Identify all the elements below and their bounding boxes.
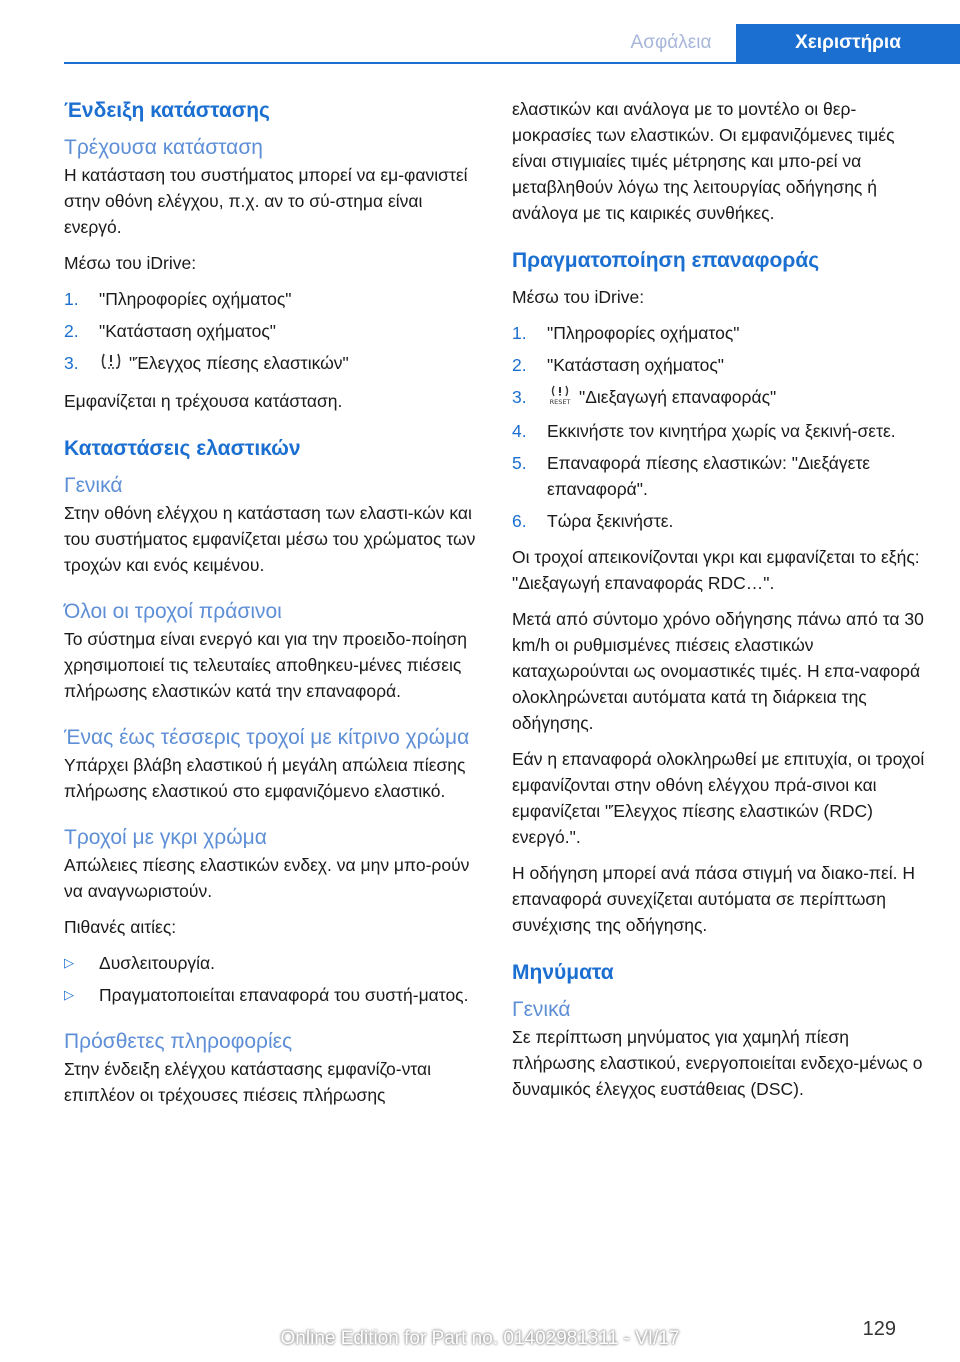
heading-gray-wheels: Τροχοί με γκρι χρώμα — [64, 825, 267, 849]
heading-additional-info: Πρόσθετες πληροφορίες — [64, 1029, 293, 1053]
paragraph-current-shown: Εμφανίζεται η τρέχουσα κατάσταση. — [64, 390, 343, 411]
list-item: 1. "Πληροφορίες οχήματος" — [64, 289, 292, 309]
list-item: 3. "Έλεγχος πίεσης ελαστικών" — [64, 350, 480, 378]
list-item: 5. Επαναφορά πίεσης ελαστικών: "Διεξάγετε επαναφορά". — [512, 452, 871, 499]
list-item: 2. "Κατάσταση οχήματος" — [512, 355, 724, 375]
list-item: 4. Εκκινήστε τον κινητήρα χωρίς να ξεκινή-σετε. — [512, 420, 896, 441]
section-tab-safety[interactable]: Ασφάλεια — [630, 32, 712, 53]
paragraph-messages: Σε περίπτωση μηνύματος για χαμηλή πίεση πλήρωσης ελαστικού, ενεργοποιείται ενδεχο-μένως ο δυναμικός έλεγχος ευστάθειας (DSC). — [512, 1026, 923, 1099]
causes-list — [64, 950, 480, 1008]
reset-icon-label: RESET — [549, 397, 571, 405]
paragraph-gray-wheels: Οι τροχοί απεικονίζονται γκρι και εμφανίζεται το εξής: "Διεξαγωγή επαναφοράς RDC…". — [512, 546, 920, 593]
triangle-bullet-icon: ▷ — [64, 954, 74, 970]
paragraph-interrupt: Η οδήγηση μπορεί ανά πάσα στιγμή να διακο-πεί. Η επαναφορά συνεχίζεται αυτόματα σε περίπτωση συνέχισης της οδήγησης. — [512, 862, 916, 935]
paragraph-all-green: Το σύστημα είναι ενεργό και για την προειδο-ποίηση χρησιμοποιεί τις τελευταίες αποθηκευ-μένες πιέσεις πλήρωσης ελαστικών κατά την επαναφορά. — [64, 628, 467, 701]
edition-watermark: Online Edition for Part no. 01402981311 - VI/17 — [280, 1328, 680, 1349]
right-column — [512, 96, 928, 1112]
list-item: ▷ Πραγματοποιείται επαναφορά του συστή-ματος. — [64, 982, 480, 1008]
heading-current-status: Τρέχουσα κατάσταση — [64, 136, 263, 159]
heading-perform-reset: Πραγματοποίηση επαναφοράς — [512, 249, 820, 272]
heading-general: Γενικά — [512, 997, 571, 1021]
tire-pressure-icon — [99, 351, 123, 378]
heading-yellow-wheels: Ένας έως τέσσερις τροχοί με κίτρινο χρώμα — [64, 725, 470, 749]
section-tab-controls[interactable]: Χειριστήρια — [736, 24, 960, 62]
list-item: 3. RESET "Διεξαγωγή επαναφοράς" — [512, 384, 928, 412]
list-item: 2. "Κατάσταση οχήματος" — [64, 321, 276, 341]
paragraph-possible-causes: Πιθανές αιτίες: — [64, 916, 177, 937]
reset-steps-list — [512, 320, 928, 534]
paragraph-continued: ελαστικών και ανάλογα με το μοντέλο οι θερ-μοκρασίες των ελαστικών. Οι εμφανιζόμενες τιμές είναι στιγμιαίες τιμές μέτρησης και μπο-ρεί να μεταβληθούν λόγω της λειτουργίας οδήγησης ή ανάλογα με τις καιρικές συνθήκες. — [512, 99, 895, 223]
heading-status-display: Ένδειξη κατάστασης — [64, 99, 270, 122]
paragraph-current-status: Η κατάσταση του συστήματος μπορεί να εμ-φανιστεί στην οθόνη ελέγχου, π.χ. αν το σύ-στημα είναι ενεργό. — [64, 165, 468, 237]
triangle-bullet-icon: ▷ — [64, 986, 74, 1002]
paragraph-via-idrive: Μέσω του iDrive: — [512, 287, 645, 307]
paragraph-reset-success: Εάν η επαναφορά ολοκληρωθεί με επιτυχία, οι τροχοί εμφανίζονται στην οθόνη ελέγχου πρά-σινοι και εμφανίζεται "Έλεγχος πίεσης ελαστικών (RDC) ενεργό.". — [512, 748, 925, 847]
tire-reset-icon — [547, 385, 573, 412]
paragraph-general: Στην οθόνη ελέγχου η κατάσταση των ελαστι-κών και του συστήματος εμφανίζεται μέσω του χρώματος των τροχών και ενός κειμένου. — [64, 502, 476, 575]
steps-list — [64, 286, 480, 378]
heading-messages: Μηνύματα — [512, 960, 614, 984]
heading-tire-states: Καταστάσεις ελαστικών — [64, 436, 301, 460]
paragraph-additional-info: Στην ένδειξη ελέγχου κατάστασης εμφανίζο-νται επιπλέον οι τρέχουσες πιέσεις πλήρωσης — [64, 1058, 431, 1105]
paragraph-yellow-wheels: Υπάρχει βλάβη ελαστικού ή μεγάλη απώλεια πίεσης πλήρωσης ελαστικού στο εμφανιζόμενο ελαστικό. — [64, 754, 466, 801]
list-item: 1. "Πληροφορίες οχήματος" — [512, 323, 740, 343]
page-header — [0, 24, 960, 62]
paragraph-via-idrive: Μέσω του iDrive: — [64, 253, 197, 273]
paragraph-after-driving: Μετά από σύντομο χρόνο οδήγησης πάνω από τα 30 km/h οι ρυθμισμένες πιέσεις ελαστικών καταχωρούνται ως ονομαστικές τιμές. Η επα-ναφορά ολοκληρώνεται αυτόματα κατά τη διάρκεια της οδήγησης. — [512, 608, 924, 733]
paragraph-gray-wheels: Απώλειες πίεσης ελαστικών ενδεχ. να μην μπο-ρούν να αναγνωριστούν. — [64, 854, 470, 901]
list-item: ▷ Δυσλειτουργία. — [64, 950, 480, 976]
heading-all-green: Όλοι οι τροχοί πράσινοι — [64, 599, 282, 623]
heading-general: Γενικά — [64, 473, 123, 497]
list-item: 6. Τώρα ξεκινήστε. — [512, 510, 674, 531]
header-divider — [64, 62, 960, 64]
left-column — [64, 96, 480, 1118]
page-number: 129 — [862, 1318, 896, 1340]
